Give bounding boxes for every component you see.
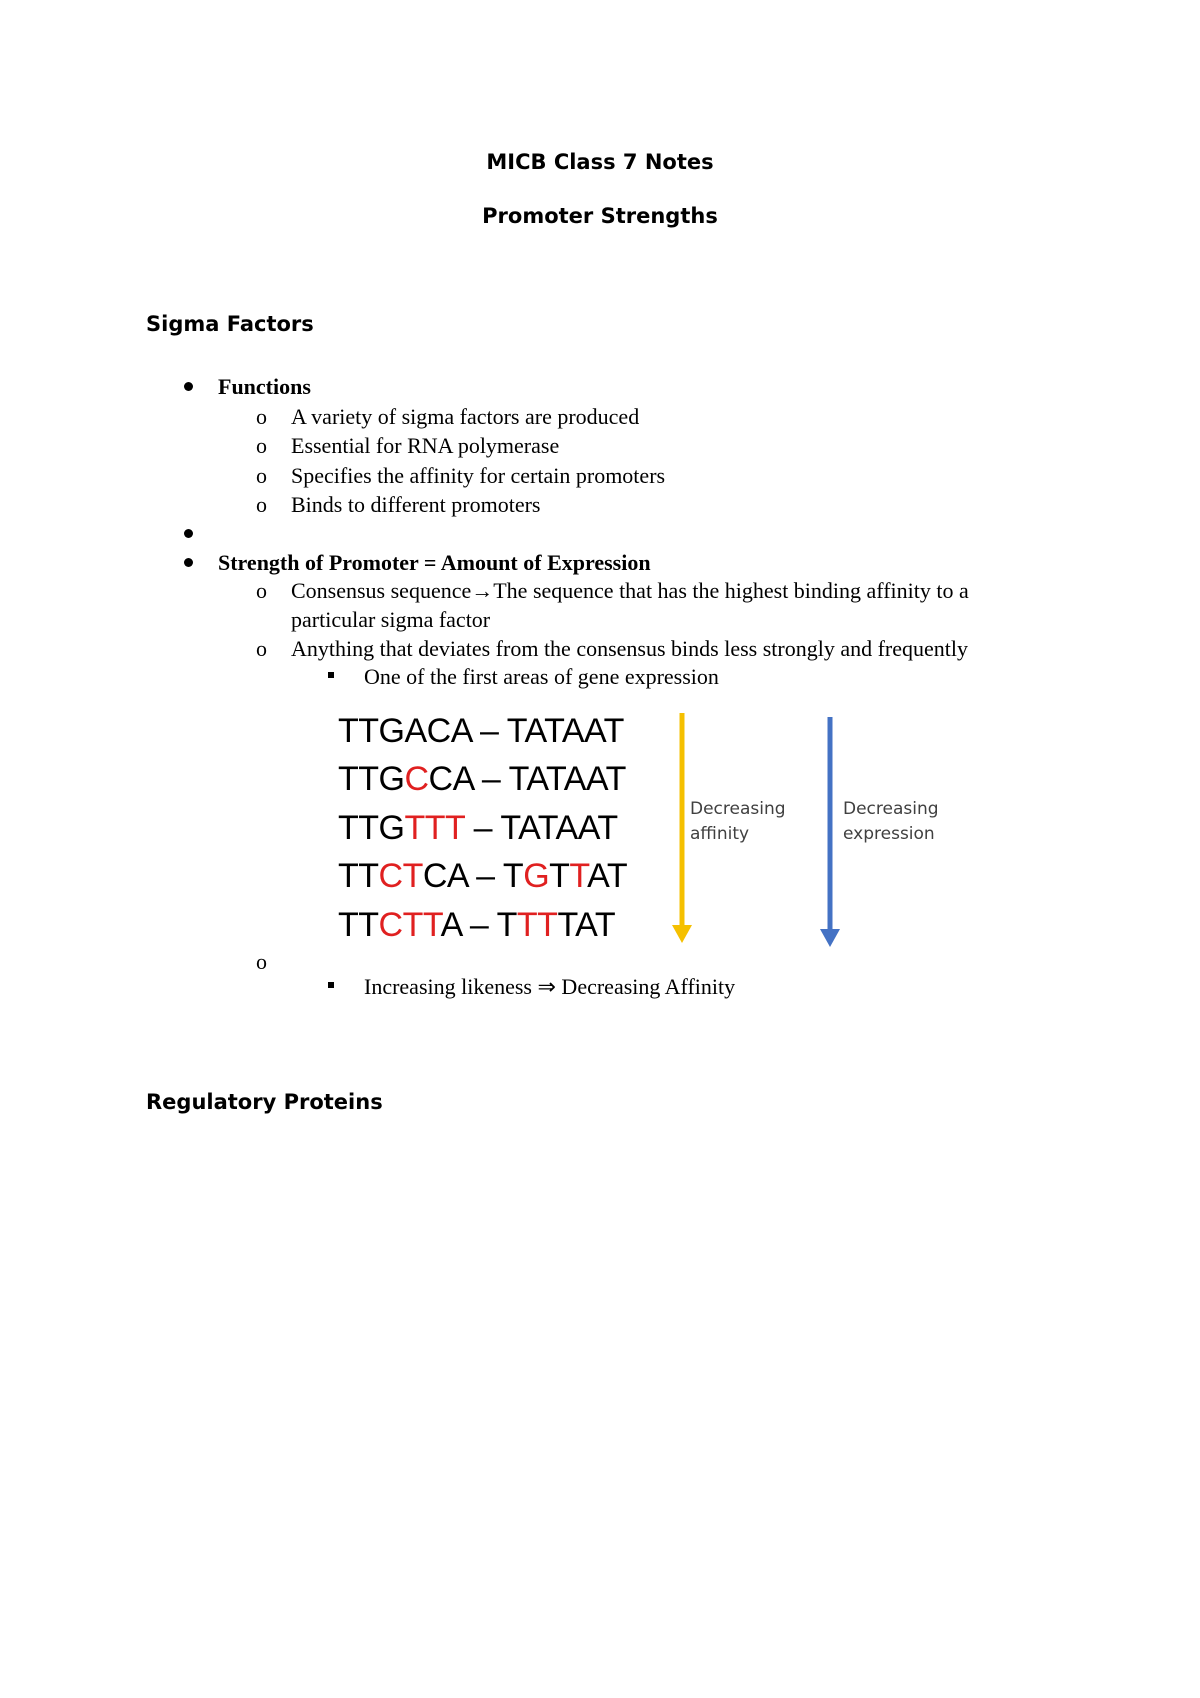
affinity-label-line: Decreasing [690,799,786,819]
affinity-label [690,797,786,847]
functions-label: Functions [218,374,311,399]
mutated-bases: C [404,760,429,798]
consensus-text-continued: particular sigma factor [291,607,491,632]
hollow-bullet-icon: o [256,636,267,661]
sequence-bases: TTG [338,760,405,798]
promoter-sequence-figure [330,705,970,950]
section-heading-sigma-factors: Sigma Factors [146,312,314,336]
bullet-icon [184,558,193,567]
sequence-bases: TAT [557,906,616,944]
likeness-text: Increasing likeness ⇒ Decreasing Affinity [364,974,736,999]
sequence-bases: AT [587,857,628,895]
square-bullet-icon [328,672,334,678]
expression-label-line: expression [843,824,935,844]
functions-item: Essential for RNA polymerase [291,433,560,458]
expression-arrowhead-icon [820,929,840,947]
hollow-bullet-icon: o [256,433,267,458]
mutated-bases: CT [378,857,423,895]
sequence-bases: TT [338,857,379,895]
hollow-bullet-icon: o [256,492,267,517]
bullet-icon [184,529,193,538]
sequence-bases: TT [338,906,379,944]
page-title: MICB Class 7 Notes [486,150,714,174]
affinity-label-line: affinity [690,824,750,844]
sequence-bases: CA – TATAAT [428,760,626,798]
hollow-bullet-icon: o [256,463,267,488]
mutated-bases: T [569,857,588,895]
mutated-bases: TTT [404,809,465,847]
sequence-bases: – TATAAT [464,809,618,847]
expression-label [843,797,939,847]
mutated-bases: CTT [378,906,441,944]
mutated-bases: TT [516,906,558,944]
consensus-text: Consensus sequence→The sequence that has the highest binding affinity to a [291,578,969,603]
hollow-bullet-icon: o [256,404,267,429]
functions-item: Specifies the affinity for certain promoters [291,463,666,488]
affinity-arrowhead-icon [672,925,692,943]
hollow-bullet-icon: o [256,578,267,603]
sequence-bases: CA – T [422,857,524,895]
page-subtitle: Promoter Strengths [482,204,718,228]
sequence-bases: A – T [440,906,517,944]
mutated-bases: G [523,857,550,895]
sequence-bases: TTG [338,809,405,847]
sequence-bases: T [549,857,570,895]
deviation-text: Anything that deviates from the consensus binds less strongly and frequently [291,636,968,661]
functions-item: Binds to different promoters [291,492,541,517]
functions-item: A variety of sigma factors are produced [291,404,640,429]
sequence-bases: TTGACA – TATAAT [338,712,624,750]
square-bullet-icon [328,982,334,988]
bullet-icon [184,382,193,391]
hollow-bullet-icon: o [256,949,267,974]
sub-point-text: One of the first areas of gene expression [364,664,719,689]
strength-label: Strength of Promoter = Amount of Expression [218,550,651,575]
expression-label-line: Decreasing [843,799,939,819]
section-heading-regulatory-proteins: Regulatory Proteins [146,1090,383,1114]
